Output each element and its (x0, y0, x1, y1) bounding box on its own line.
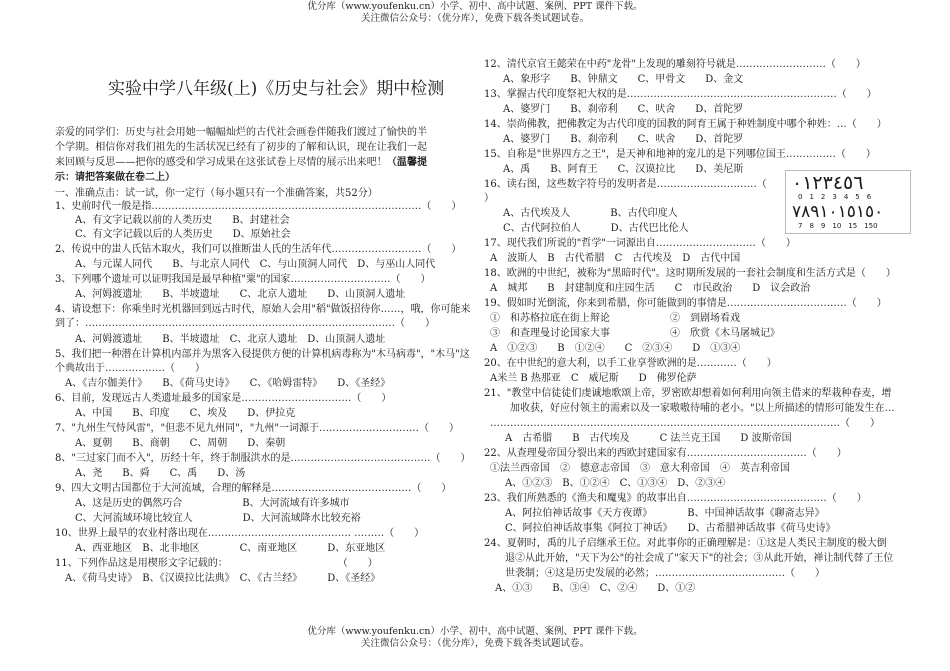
intro-paragraph (55, 125, 427, 185)
question-line: A、阿拉伯神话故事《天方夜谭》 B、中国神话故事《聊斋志异》 (505, 508, 825, 519)
question-line: ③ 和查理曼讨论国家大事 ④ 欣赏《木马屠城记》 (490, 328, 780, 339)
tip-text: （温馨提示：请把答案做在卷二上） (55, 157, 427, 183)
question-line: A、河姆渡遗址 B、半坡遗址 C、北京人遗址 D、山顶洞人遗址 (75, 289, 406, 300)
question-line: A、《吉尔伽美什》 B、《荷马史诗》 C、《哈姆雷特》 D、《圣经》 (65, 378, 391, 389)
exam-title: 实验中学八年级(上)《历史与社会》期中检测 (108, 79, 445, 99)
question-line: A、婆罗门 B、刹帝利 C、吠舍 D、首陀罗 (503, 104, 744, 115)
question-line: 5、我们把一种潜在计算机内部并为黑客入侵提供方便的计算机病毒称为"木马病毒"，"木马"这 (55, 349, 470, 360)
question-line: A、有文字记载以前的人类历史 B、封建社会 (75, 215, 290, 226)
question-line: A、西亚地区 B、北非地区 C、南亚地区 D、东亚地区 (75, 543, 386, 554)
question-line: A、禹 B、阿育王 C、汉谟拉比 D、美尼斯 (503, 164, 744, 175)
question-line: 12、清代京官王懿荣在中药"龙骨"上发现的雕刻符号就是………………………（ ） (484, 59, 866, 70)
question-line: A、尧 B、舜 C、禹 D、汤 (75, 468, 246, 479)
question-line: 19、假如时光倒流，你来到希腊，你可能做到的事情是………………………………（ ） (484, 298, 887, 309)
question-line: 22、从查理曼帝国分裂出来的西欧封建国家有………………………………（ ） (484, 448, 847, 459)
question-line: C、大河流域环境比较宜人 D、大河流域降水比较充裕 (75, 513, 361, 524)
header-line-2: 关注微信公众号：（优分库），免费下载各类试题试卷。 (360, 13, 589, 24)
question-line: A 波斯人 B 古代希腊 C 古代埃及 D 古代中国 (490, 253, 741, 264)
question-line: A、婆罗门 B、刹帝利 C、吠舍 D、首陀罗 (503, 134, 744, 145)
question-line: C、有文字记载以后的人类历史 D、原始社会 (75, 229, 291, 240)
question-line: A、夏朝 B、商朝 C、周朝 D、秦朝 (75, 438, 286, 449)
question-line: 24、夏朝时，禹的儿子启继承王位。对此事你的正确理解是：①这是人类民主制度的极大倒 (484, 538, 887, 549)
question-line: 7、"九州生气恃风雷"，"但悲不见九州同"，"九州"一词源于…………………………（ ） (55, 423, 459, 434)
footer-line-2: 关注微信公众号：（优分库），免费下载各类试题试卷。 (360, 638, 589, 649)
question-line: 11、下列作品这是用楔形文字记载的： （ ） (55, 558, 378, 569)
question-line: 16、读右图，这些数字符号的发明者是…………………………（ (484, 179, 767, 190)
header-line-1: 优分库（www.youfenku.cn）小学、初中、高中试题、案例、PPT 课件下载。 (307, 1, 643, 12)
question-line: 加收获，好应付领主的需索以及一家嗷嗷待哺的老小。"以上所描述的情形可能发生在… (510, 403, 895, 414)
question-line: A、象形字 B、钟鼎文 C、甲骨文 D、金文 (503, 74, 744, 85)
question-line: ） (484, 193, 494, 204)
question-line: C、阿拉伯神话故事集《阿拉丁神话》 D、古希腊神话故事《荷马史诗》 (505, 523, 836, 534)
question-line: A 古希腊 B 古代埃及 C 法兰克王国 D 波斯帝国 (505, 433, 792, 444)
question-line: A、河姆渡遗址 B、半坡遗址 C、北京人遗址 D、山顶洞人遗址 (75, 334, 386, 345)
question-line: A、《荷马史诗》 B、《汉谟拉比法典》 C、《古兰经》 D、《圣经》 (65, 573, 381, 584)
numeral-labels-bottom: 7 8 9 10 15 150 (798, 222, 878, 230)
arabic-numerals-figure (785, 170, 911, 234)
question-line: A米兰 B 热那亚 C 威尼斯 D 佛罗伦萨 (490, 373, 697, 384)
question-line: 21、"教堂中信徒徒们虔诚地歌颂上帝，罗密欧却想着如何利用向领主借来的犁栽种春麦，增 (484, 388, 892, 399)
question-line: 9、四大文明古国都位于大河流域，合理的解释是……………………………………（ ） (55, 483, 452, 494)
question-line: ……………………………………………………………………………………………（ ） (490, 418, 880, 429)
numeral-glyphs-top: ٠١٢٣٤٥٦ (792, 172, 864, 194)
question-line: 世袭制；④这是历史发展的必然；…………………………………（ ） (505, 568, 825, 579)
question-line: 18、欧洲的中世纪，被称为"黑暗时代"。这时期所发展的一套社会制度和生活方式是（ ） (484, 268, 896, 279)
question-line: A、中国 B、印度 C、埃及 D、伊拉克 (75, 408, 296, 419)
question-line: ① 和苏格拉底在街上辩论 ② 到剧场看戏 (490, 313, 740, 324)
question-line: A、与元谋人同代 B、与北京人同代 C、与山顶洞人同代 D、与巫山人同代 (75, 259, 436, 270)
question-line: 13、掌握古代印度祭祀大权的是………………………………………………………（ ） (484, 89, 877, 100)
question-line: 2、传说中的蚩人氏钻木取火，我们可以推断蚩人氏的生活年代………………………（ ） (55, 244, 462, 255)
question-line: A、古代埃及人 B、古代印度人 (503, 208, 678, 219)
question-line: C、古代阿拉伯人 D、古代巴比伦人 (503, 223, 689, 234)
question-line: A、①②③ B、①②④ C、①③④ D、②③④ (505, 478, 726, 489)
question-line: 个典故出于………………（ ） (55, 363, 205, 374)
question-line: 4、请设想下：你乘坐时光机器回到远古时代，原始人会用"稻"做饭招待你……，哦，你可能来 (55, 304, 471, 315)
footer-line-1: 优分库（www.youfenku.cn）小学、初中、高中试题、案例、PPT 课件下载。 (307, 626, 643, 637)
question-line: 8、"三过家门而不入"，历经十年，终于制服洪水的是……………………………………（ ） (55, 453, 471, 464)
question-line: 20、在中世纪的意大利，以手工业享誉欧洲的是…………（ ） (484, 358, 777, 369)
question-line: A ①②③ B ①②④ C ②③④ D ①③④ (490, 343, 741, 354)
question-line: 10、世界上最早的农业村落出现在……………………………………. ………（ ） (55, 528, 425, 539)
intro-text: 亲爱的同学们：历史与社会用她一幅幅灿烂的古代社会画卷伴随我们渡过了愉快的半个学期。相信你对我们祖先的生活状况已经有了初步的了解和认识，现在让我们一起来回顾与反思——把你的感受和学习成果在这张试卷上尽情的展示出来吧！ (55, 127, 427, 168)
question-line: A、这是历史的偶然巧合 B、大河流域有许多城市 (75, 498, 350, 509)
question-line: 到了：…………………………………………………………………………………（ ） (55, 318, 435, 329)
question-line: 3、下列哪个遗址可以证明我国是最早种植"粟"的国家…………………………（ ） (55, 274, 431, 285)
question-line: 1、史前时代一般是指………………………………………………………………………（ ） (55, 201, 462, 212)
question-line: A 城邦 B 封建制度和庄园生活 C 市民政治 D 议会政治 (490, 283, 811, 294)
question-line: 6、目前，发现远古人类遗址最多的国家是……………………………（ ） (55, 393, 392, 404)
question-line: 14、崇尚佛教，把佛教定为古代印度的国教的阿育王属于种姓制度中哪个种姓：…（ ） (484, 119, 887, 130)
question-line: 23、我们所熟悉的《渔夫和魔鬼》的故事出自……………………………………（ ） (484, 493, 867, 504)
question-line: 退②从此开始，"天下为公"的社会成了"家天下"的社会；③从此开始，禅让制代替了王位 (505, 553, 894, 564)
question-line: 17、现代我们所说的"哲学"一词源出自…………………………（ ） (484, 238, 796, 249)
numeral-labels-top: 0 1 2 3 4 5 6 (798, 193, 872, 201)
numeral-glyphs-bottom: ٧٨٩١٠١٥١٥٠ (792, 202, 884, 222)
question-line: A、①③ B、③④ C、②④ D、①② (495, 583, 696, 594)
question-line: ①法兰西帝国 ② 德意志帝国 ③ 意大利帝国 ④ 英吉利帝国 (490, 463, 790, 474)
section-1-heading: 一、准确点击：试一试，你一定行（每小题只有一个准确答案，共52分） (55, 188, 378, 199)
question-line: 15、自称是"世界四方之王"，是天神和地神的宠儿的是下列哪位国王……………（ ） (484, 149, 876, 160)
